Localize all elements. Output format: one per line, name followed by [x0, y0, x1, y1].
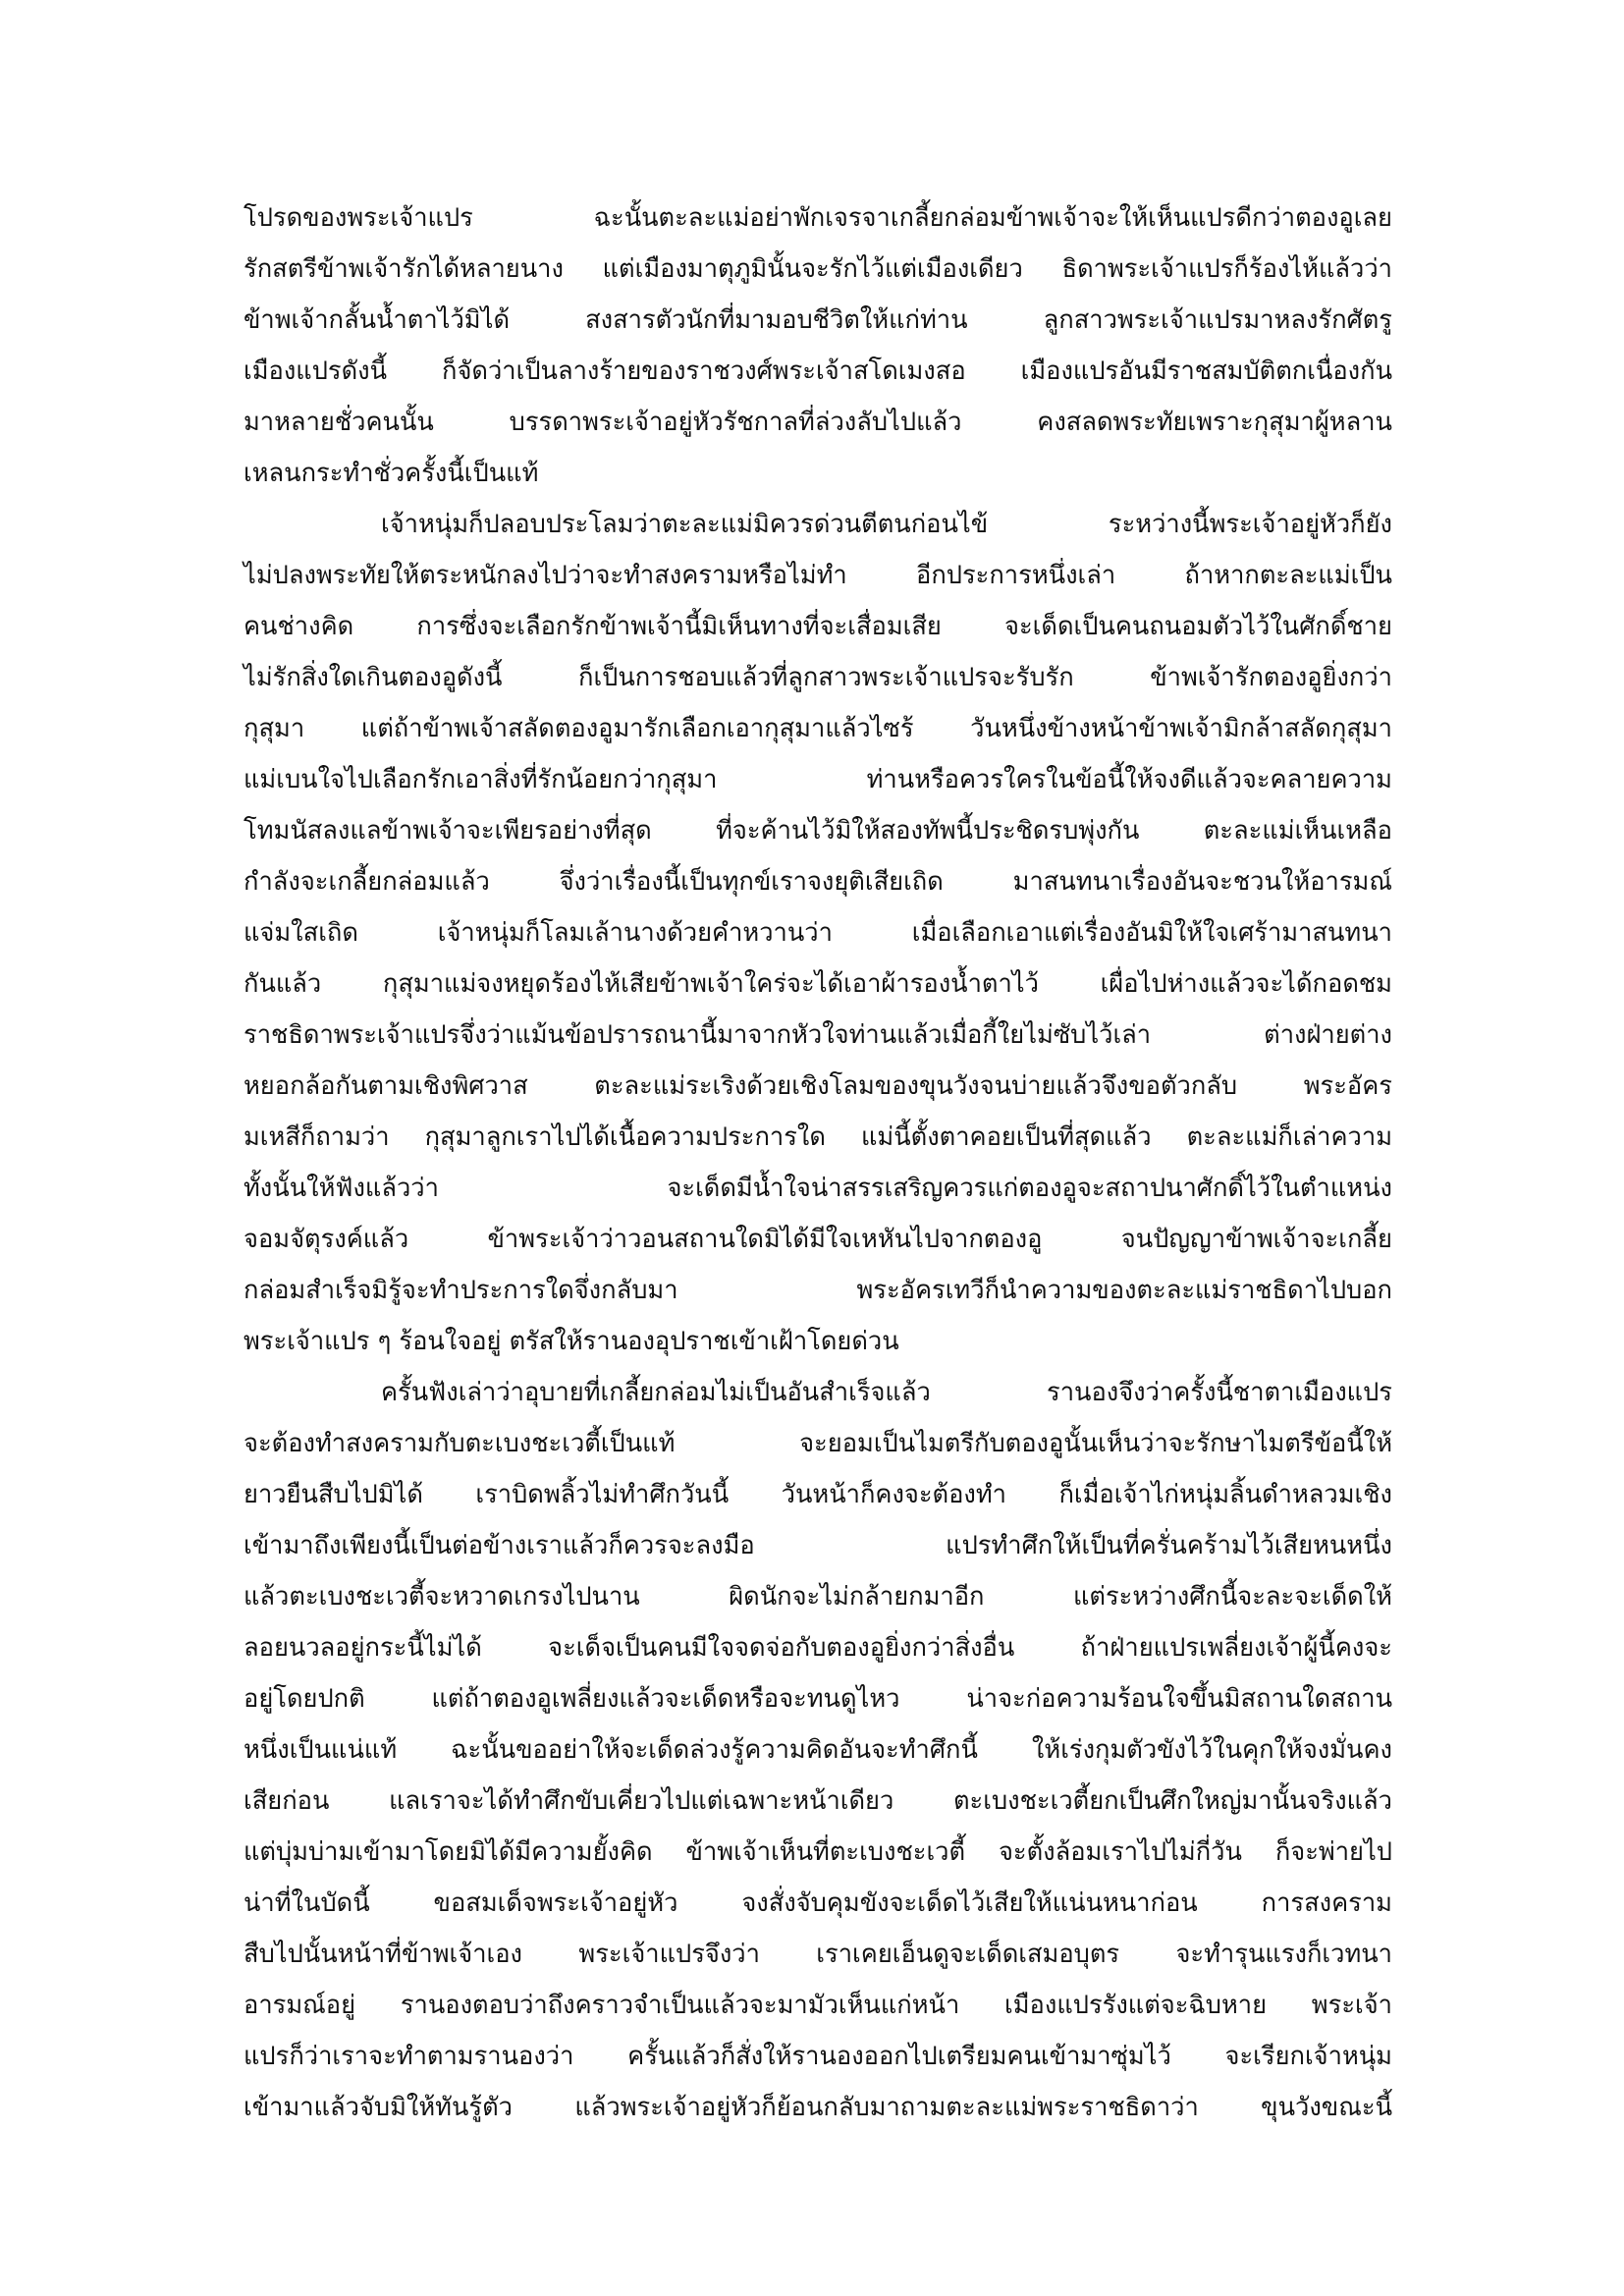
- text-line: ข้าพเจ้ากลั้นน้ำตาไว้มิได้ สงสารตัวนักที่มามอบชีวิตให้แก่ท่าน ลูกสาวพระเจ้าแปรมาหลงรักศัตรู: [244, 305, 1392, 335]
- text-line: มาหลายชั่วคนนั้น บรรดาพระเจ้าอยู่หัวรัชกาลที่ล่วงลับไปแล้ว คงสลดพระทัยเพราะกุสุมาผู้หลาน: [244, 408, 1392, 437]
- text-line: กุสุมา แต่ถ้าข้าพเจ้าสลัดตองอูมารักเลือกเอากุสุมาแล้วไซร้ วันหนึ่งข้างหน้าข้าพเจ้ามิกล้าสลัดกุสุมา: [244, 714, 1392, 743]
- text-line: ราชธิดาพระเจ้าแปรจึ่งว่าแม้นข้อปรารถนานี้มาจากหัวใจท่านแล้วเมื่อกี้ใยไม่ซับไว้เล่า ต่างฝ่ายต่าง: [244, 1020, 1392, 1050]
- text-line: โทมนัสลงแลข้าพเจ้าจะเพียรอย่างที่สุด ที่จะค้านไว้มิให้สองทัพนี้ประชิดรบพุ่งกัน ตะละแม่เห็นเหลือ: [244, 816, 1392, 846]
- text-line: พระเจ้าแปร ๆ ร้อนใจอยู่ ตรัสให้รานองอุปราชเข้าเฝ้าโดยด่วน: [244, 1327, 899, 1356]
- text-line: ไม่รักสิ่งใดเกินตองอูดังนี้ ก็เป็นการชอบแล้วที่ลูกสาวพระเจ้าแปรจะรับรัก ข้าพเจ้ารักตองอูยิ่งกว่า: [244, 663, 1392, 692]
- text-line: น่าที่ในบัดนี้ ขอสมเด็จพระเจ้าอยู่หัว จงสั่งจับคุมขังจะเด็ดไว้เสียให้แน่นหนาก่อน การสงคราม: [244, 1888, 1392, 1918]
- text-line: จอมจัตุรงค์แล้ว ข้าพระเจ้าว่าวอนสถานใดมิได้มีใจเหหันไปจากตองอู จนปัญญาข้าพเจ้าจะเกลี้ย: [244, 1225, 1392, 1254]
- text-line: ลอยนวลอยู่กระนี้ไม่ได้ จะเด็จเป็นคนมีใจจดจ่อกับตองอูยิ่งกว่าสิ่งอื่น ถ้าฝ่ายแปรเพลี่ยงเจ้าผู้นี้คงจะ: [244, 1633, 1392, 1663]
- text-line: แจ่มใสเถิด เจ้าหนุ่มก็โลมเล้านางด้วยคำหวานว่า เมื่อเลือกเอาแต่เรื่องอันมิให้ใจเศร้ามาสนทนา: [244, 918, 1392, 948]
- text-line: หนึ่งเป็นแน่แท้ ฉะนั้นขออย่าให้จะเด็ดล่วงรู้ความคิดอันจะทำศึกนี้ ให้เร่งกุมตัวขังไว้ในคุกให้จงมั่นคง: [244, 1735, 1392, 1765]
- text-line: เข้ามาถึงเพียงนี้เป็นต่อข้างเราแล้วก็ควรจะลงมือ แปรทำศึกให้เป็นที่ครั่นคร้ามไว้เสียหนหนึ่ง: [244, 1531, 1392, 1560]
- text-line: กล่อมสำเร็จมิรู้จะทำประการใดจึ่งกลับมา พระอัครเทวีก็นำความของตะละแม่ราชธิดาไปบอก: [244, 1276, 1392, 1305]
- text-line: จะต้องทำสงครามกับตะเบงชะเวตี้เป็นแท้ จะยอมเป็นไมตรีกับตองอูนั้นเห็นว่าจะรักษาไมตรีข้อนี้ให้: [244, 1429, 1392, 1458]
- paragraph-start-line: เจ้าหนุ่มก็ปลอบประโลมว่าตะละแม่มิควรด่วนตีตนก่อนไข้ ระหว่างนี้พระเจ้าอยู่หัวก็ยัง: [381, 510, 1392, 539]
- text-line: แม่เบนใจไปเลือกรักเอาสิ่งที่รักน้อยกว่ากุสุมา ท่านหรือควรใครในข้อนี้ให้จงดีแล้วจะคลายความ: [244, 765, 1392, 794]
- text-line: กำลังจะเกลี้ยกล่อมแล้ว จึ่งว่าเรื่องนี้เป็นทุกข์เราจงยุติเสียเถิด มาสนทนาเรื่องอันจะชวนให้อารมณ์: [244, 867, 1392, 897]
- text-line: แต่บุ่มบ่ามเข้ามาโดยมิได้มีความยั้งคิด ข้าพเจ้าเห็นที่ตะเบงชะเวตี้ จะตั้งล้อมเราไปไม่กี่วัน ก็จะพ่ายไป: [244, 1837, 1392, 1867]
- paragraph-start-line: ครั้นฟังเล่าว่าอุบายที่เกลี้ยกล่อมไม่เป็นอันสำเร็จแล้ว รานองจึงว่าครั้งนี้ชาตาเมืองแปร: [381, 1378, 1392, 1407]
- text-line: เข้ามาแล้วจับมิให้ทันรู้ตัว แล้วพระเจ้าอยู่หัวก็ย้อนกลับมาถามตะละแม่พระราชธิดาว่า ขุนวังขณะนี้: [244, 2093, 1392, 2122]
- text-line: ยาวยืนสืบไปมิได้ เราบิดพลิ้วไม่ทำศึกวันนี้ วันหน้าก็คงจะต้องทำ ก็เมื่อเจ้าไก่หนุ่มลิ้นดำหลวมเชิง: [244, 1480, 1392, 1509]
- text-line: อารมณ์อยู่ รานองตอบว่าถึงคราวจำเป็นแล้วจะมามัวเห็นแก่หน้า เมืองแปรรังแต่จะฉิบหาย พระเจ้า: [244, 1991, 1392, 2020]
- text-line: โปรดของพระเจ้าแปร ฉะนั้นตะละแม่อย่าพักเจรจาเกลี้ยกล่อมข้าพเจ้าจะให้เห็นแปรดีกว่าตองอูเลย: [244, 203, 1392, 233]
- text-line: เหลนกระทำชั่วครั้งนี้เป็นแท้: [244, 459, 539, 488]
- text-line: ทั้งนั้นให้ฟังแล้วว่า จะเด็ดมีน้ำใจน่าสรรเสริญควรแก่ตองอูจะสถาปนาศักดิ์ไว้ในตำแหน่ง: [244, 1174, 1392, 1203]
- text-line: แล้วตะเบงชะเวตี้จะหวาดเกรงไปนาน ผิดนักจะไม่กล้ายกมาอีก แต่ระหว่างศึกนี้จะละจะเด็ดให้: [244, 1582, 1392, 1612]
- text-line: แปรก็ว่าเราจะทำตามรานองว่า ครั้นแล้วก็สั่งให้รานองออกไปเตรียมคนเข้ามาซุ่มไว้ จะเรียกเจ้าหนุ่ม: [244, 2042, 1392, 2071]
- text-line: สืบไปนั้นหน้าที่ข้าพเจ้าเอง พระเจ้าแปรจึงว่า เราเคยเอ็นดูจะเด็ดเสมอบุตร จะทำรุนแรงก็เวทนา: [244, 1940, 1392, 1969]
- text-line: รักสตรีข้าพเจ้ารักได้หลายนาง แต่เมืองมาตุภูมินั้นจะรักไว้แต่เมืองเดียว ธิดาพระเจ้าแปรก็ร้องไห้แล้วว่า: [244, 254, 1392, 284]
- text-line: คนช่างคิด การซึ่งจะเลือกรักข้าพเจ้านี้มิเห็นทางที่จะเสื่อมเสีย จะเด็ดเป็นคนถนอมตัวไว้ในศักดิ์ชาย: [244, 612, 1392, 641]
- text-line: กันแล้ว กุสุมาแม่จงหยุดร้องไห้เสียข้าพเจ้าใคร่จะได้เอาผ้ารองน้ำตาไว้ เผื่อไปห่างแล้วจะได้กอดชม: [244, 969, 1392, 999]
- text-line: เมืองแปรดังนี้ ก็จัดว่าเป็นลางร้ายของราชวงศ์พระเจ้าสโดเมงสอ เมืองแปรอันมีราชสมบัติตกเนื่องกัน: [244, 356, 1392, 386]
- text-line: ไม่ปลงพระทัยให้ตระหนักลงไปว่าจะทำสงครามหรือไม่ทำ อีกประการหนึ่งเล่า ถ้าหากตะละแม่เป็น: [244, 561, 1392, 590]
- body-text: [244, 192, 1392, 2133]
- text-line: มเหสีก็ถามว่า กุสุมาลูกเราไปได้เนื้อความประการใด แม่นี้ตั้งตาคอยเป็นที่สุดแล้ว ตะละแม่ก็เล่าความ: [244, 1122, 1392, 1152]
- text-line: หยอกล้อกันตามเชิงพิศวาส ตะละแม่ระเริงด้วยเชิงโลมของขุนวังจนบ่ายแล้วจึงขอตัวกลับ พระอัคร: [244, 1071, 1392, 1101]
- text-line: อยู่โดยปกติ แต่ถ้าตองอูเพลี่ยงแล้วจะเด็ดหรือจะทนดูไหว น่าจะก่อความร้อนใจขึ้นมิสถานใดสถาน: [244, 1684, 1392, 1714]
- text-line: เสียก่อน แลเราจะได้ทำศึกขับเคี่ยวไปแต่เฉพาะหน้าเดียว ตะเบงชะเวตี้ยกเป็นศึกใหญ่มานั้นจริงแล้ว: [244, 1786, 1392, 1816]
